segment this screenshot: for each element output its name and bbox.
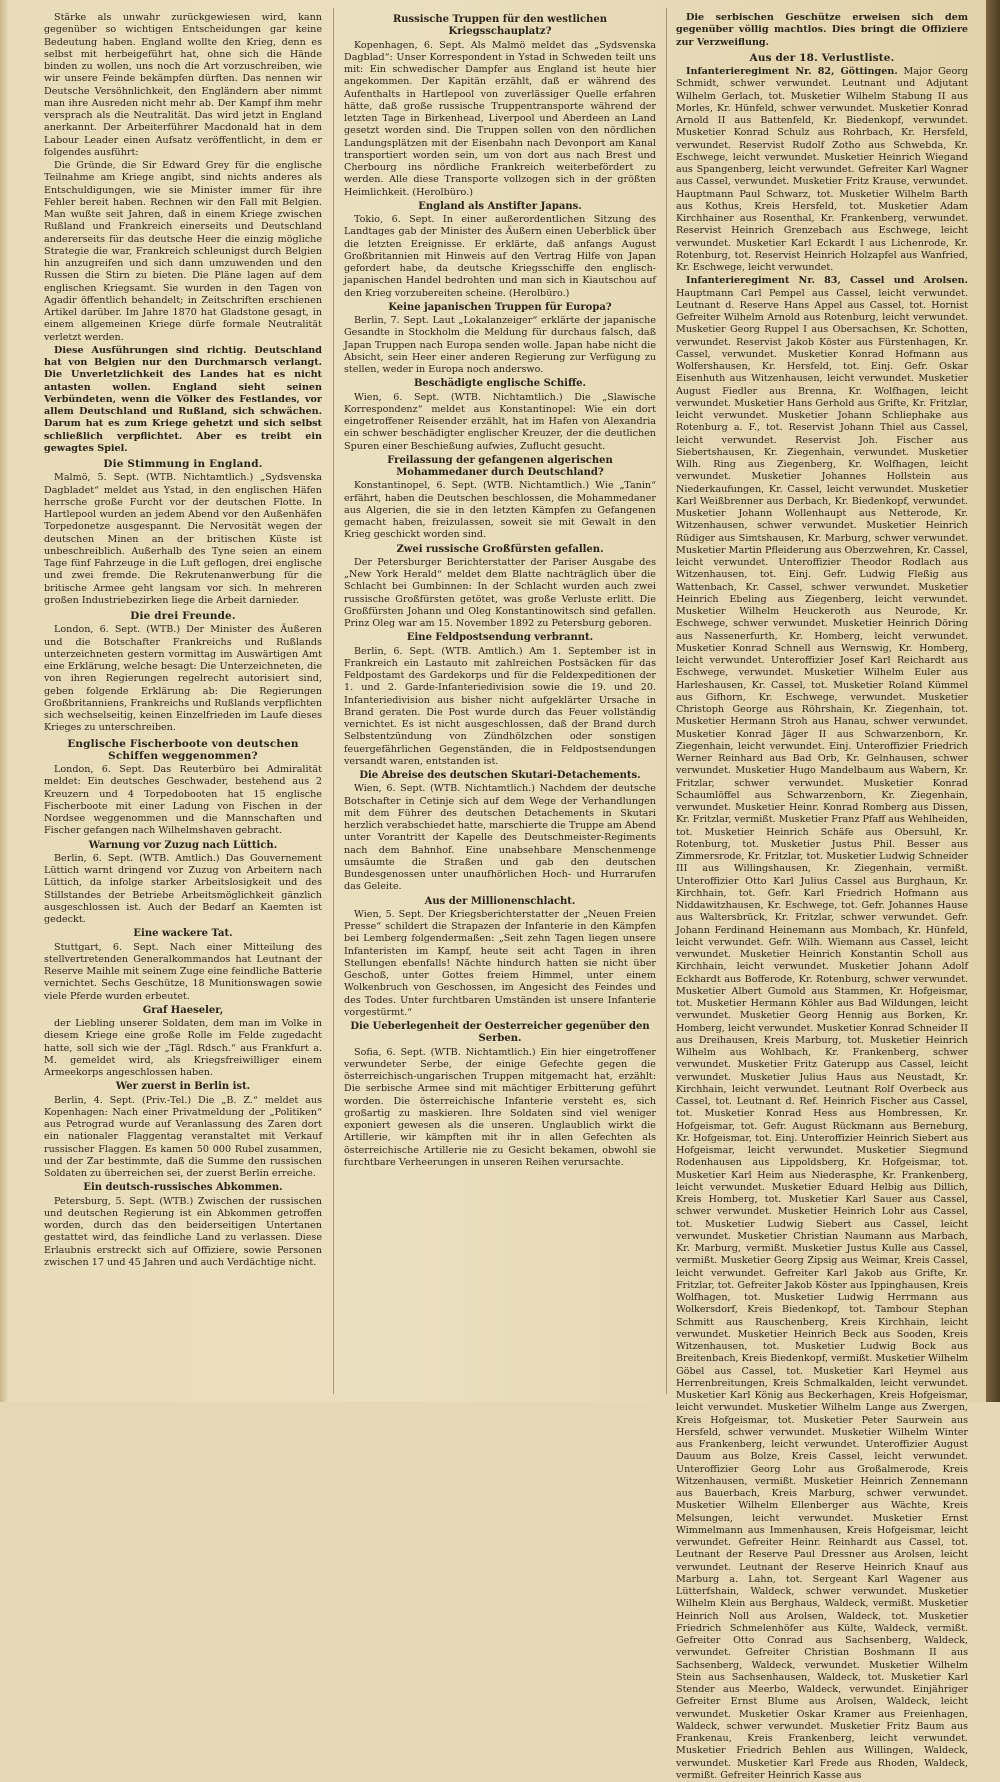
regiment-heading: Infanterieregiment Nr. 82, Göttingen. <box>686 66 898 77</box>
page-binding-edge <box>986 0 1000 1402</box>
headline: Eine wackere Tat. <box>133 928 233 940</box>
column-2 <box>344 12 656 1394</box>
headline: Wer zuerst in Berlin ist. <box>115 1081 251 1093</box>
article-text: der Liebling unserer Soldaten, dem man im Volke in diesem Kriege eine große Rolle im Felde zugedacht hatte, soll sich wie der „Tägl. Rdsch.“ aus Frankfurt a. M. gemeldet wird, als Kriegsfreiwilliger einem Armeekorps angeschlossen haben. <box>44 1018 322 1078</box>
article-text: London, 6. Sept. (WTB.) Der Minister des Äußeren und die Botschafter Frankreichs und Rußlands unterzeichneten gestern vormittag im Auswärtigen Amt eine Erklärung, welche besagt: Die Unterzeichneten, die von ihren Regierungen regelrecht autorisiert sind, geben folgende Erklärung ab: Die Regierungen Großbritanniens, Frankreichs und Rußlands verpflichten sich wechselseitig, keinen Einzelfrieden im Laufe dieses Krieges zu unterschreiben. <box>44 624 322 734</box>
headline: Aus der Millionenschlacht. <box>424 895 576 907</box>
headline: Ein deutsch-russisches Abkommen. <box>83 1182 283 1194</box>
headline: Freilassung der gefangenen algerischen Mohammedaner durch Deutschland? <box>387 454 613 478</box>
article-text: Tokio, 6. Sept. In einer außerordentlichen Sitzung des Landtages gab der Minister des Äußern einen Ueberblick über die letzten Ereignisse. Er erklärte, daß anfangs August Großbritannien mit Hinweis auf den Vertrag Hilfe von Japan gefordert habe, da deutsche Kriegsschiffe den englisch-japanischen Handel bedrohten und man sich in Kiautschou auf den Krieg vorzubereiten scheine. (Herolbüro.) <box>344 214 656 299</box>
headline: Keine japanischen Truppen für Europa? <box>388 301 612 313</box>
casualty-list <box>676 275 968 1782</box>
headline: Die Ueberlegenheit der Oesterreicher gegenüber den Serben. <box>350 1021 650 1045</box>
article-text: Berlin, 7. Sept. Laut „Lokalanzeiger“ erklärte der japanische Gesandte in Stockholm die Meldung für durchaus falsch, daß Japan Truppen nach Europa senden wolle. Japan habe nicht die Absicht, sein Heer einer anderen Regierung zur Verfügung zu stellen, weder in Europa noch anderswo. <box>344 315 656 375</box>
article-text: Konstantinopel, 6. Sept. (WTB. Nichtamtlich.) Wie „Tanin“ erfährt, haben die Deutschen beschlossen, die Mohammedaner aus Algerien, die sie in den letzten Kämpfen zu Gefangenen gemacht haben, freizulassen, soweit sie mit Gewalt in den Krieg geschickt worden sind. <box>344 480 656 541</box>
casualty-entries: Hauptmann Carl Pempel aus Cassel, leicht verwundet. Leutnant d. Reserve Hans Appel aus Cassel, tot. Hornist Gefreiter Wilhelm Arnold aus Rotenburg, leicht verwundet. Musketier Georg Ruppel I aus Obersachsen, Kr. Schotten, verwundet. Reservist Jakob Köster aus Fürstenhagen, Kr. Cassel, verwundet. Musketier Konrad Hofmann aus Wolfershausen, Kr. Hersfeld, tot. Einj. Gefr. Oskar Eisenhuth aus Witzenhausen, leicht verwundet. Musketier August Fiedler aus Brenna, Kr. Wolfhagen, leicht verwundet. Musketier Hans Gerhold aus Grifte, Kr. Fritzlar, leicht verwundet. Musketier Johann Schliephake aus Rotenburg a. F., tot. Reservist Johann Thiel aus Cassel, leicht verwundet. Reservist Joh. Fischer aus Siebertshausen, Kr. Ziegenhain, verwundet. Musketier Wilh. Ring aus Ziegenberg, Kr. Wolfhagen, leicht verwundet. Musketier Johannes Hollstein aus Niederkaufungen, Kr. Cassel, leicht verwundet. Musketier Karl Weißbrenner aus Derbach, Kr. Biedenkopf, verwundet. Musketier Johann Wollenhaupt aus Netterode, Kr. Witzenhausen, schwer verwundet. Musketier Heinrich Rüdiger aus Simtshausen, Kr. Marburg, schwer verwundet. Musketier Martin Pfleiderung aus Oberzwehren, Kr. Cassel, leicht verwundet. Unteroffizier Theodor Rodlach aus Witzenhausen, tot. Einj. Gefr. Ludwig Fleßig aus Wattenbach, Kr. Cassel, schwer verwundet. Musketier Heinrich Ebeling aus Ziegenberg, leicht verwundet. Musketier Wilhelm Heuckeroth aus Neurode, Kr. Eschwege, schwer verwundet. Musketier Heinrich Döring aus Nassenerfurth, Kr. Homberg, leicht verwundet. Musketier Konrad Schnell aus Wernswig, Kr. Homberg, leicht verwundet. Unteroffizier Josef Karl Reichardt aus Eschwege, verwundet. Musketier Wilhelm Euler aus Harleshausen, Kr. Cassel, tot. Musketier Roland Kümmel aus Gifhorn, Kr. Eschwege, verwundet. Musketier Christoph George aus Röhrshain, Kr. Ziegenhain, tot. Musketier Hermann Stroh aus Hanau, schwer verwundet. Musketier Konrad Jäger II aus Schwarzenborn, Kr. Ziegenhain, leicht verwundet. Einj. Unteroffizier Friedrich Werner Reinhard aus Bad Orb, Kr. Gelnhausen, schwer verwundet. Musketier Hugo Mandelbaum aus Wabern, Kr. Fritzlar, schwer verwundet. Musketier Konrad Schaumlöffel aus Schwarzenborn, Kr. Ziegenhain, verwundet. Musketier Heinr. Konrad Romberg aus Dissen, Kr. Fritzlar, vermißt. Musketier Franz Pfaff aus Wehlheiden, tot. Musketier Heinrich Schäfe aus Obersuhl, Kr. Rotenburg, tot. Musketier Justus Phil. Besser aus Zimmersrode, Kr. Fritzlar, tot. Musketier Ludwig Schneider III aus Willingshausen, Kr. Ziegenhain, vermißt. Unteroffizier Otto Karl Julius Cassel aus Burghaun, Kr. Kirchhain, tot. Gefr. Karl Friedrich Hofmann aus Niddawitzhausen, Kr. Eschwege, tot. Gefr. Johannes Hause aus Waltersbrück, Kr. Fritzlar, schwer verwundet. Gefr. Johann Ferdinand Heinemann aus Mombach, Kr. Hünfeld, leicht verwundet. Gefr. Wilh. Wiemann aus Cassel, leicht verwundet. Musketier Heinrich Konstantin Scholl aus Kirchhain, leicht verwundet. Musketier Johann Adolf Eckhardt aus Bofferode, Kr. Rotenburg, schwer verwundet. Musketier Albert Gumold aus Stammen, Kr. Hofgeismar, tot. Musketier Hermann Köhler aus Bad Wildungen, leicht verwundet. Musketier Georg Hennig aus Borken, Kr. Homberg, leicht verwundet. Musketier Konrad Schneider II aus Dreihausen, Kreis Marburg, tot. Musketier Heinrich Wilhelm aus Wohlbach, Kr. Frankenberg, schwer verwundet. Musketier Fritz Gaterupp aus Cassel, leicht verwundet. Musketier Julius Haus aus Neustadt, Kr. Kirchhain, leicht verwundet. Leutnant Rolf Overbeck aus Cassel, tot. Leutnant d. Ref. Heinrich Fischer aus Cassel, tot. Musketier Konrad Hess aus Hombressen, Kr. Hofgeismar, tot. Gefr. August Rückmann aus Berneburg, Kr. Hofgeismar, tot. Einj. Unteroffizier Heinrich Siebert aus Hofgeismar, leicht verwundet. Musketier Siegmund Rodenhausen aus Lippoldsberg, Kr. Hofgeismar, tot. Musketier Karl Heim aus Niederasphe, Kr. Frankenberg, leicht verwundet. Musketier Eduard Helbig aus Dillich, Kreis Homberg, tot. Musketier Karl Sauer aus Cassel, schwer verwundet. Musketier Heinrich Lohr aus Cassel, tot. Musketier Ludwig Siebert aus Cassel, leicht verwundet. Musketier Christian Naumann aus Marbach, Kr. Marburg, vermißt. Musketier Justus Kulle aus Cassel, vermißt. Musketier Georg Zipsig aus Weimar, Kreis Cassel, leicht verwundet. Gefreiter Karl Jakob aus Grifte, Kr. Fritzlar, tot. Gefreiter Jakob Köster aus Ippinghausen, Kreis Wolfhagen, tot. Musketier Ludwig Herrmann aus Wolkersdorf, Kreis Biedenkopf, tot. Tambour Stephan Schmitt aus Rauschenberg, Kreis Kirchhain, leicht verwundet. Musketier Heinrich Beck aus Sooden, Kreis Witzenhausen, tot. Musketier Ludwig Bock aus Breitenbach, Kreis Biedenkopf, vermißt. Musketier Wilhelm Göbel aus Cassel, tot. Musketier Karl Heymel aus Herrenbreitungen, Kreis Schmalkalden, leicht verwundet. Musketier Karl König aus Beckerhagen, Kreis Hofgeismar, leicht verwundet. Musketier Wilhelm Lange aus Zwergen, Kreis Hofgeismar, tot. Musketier Peter Saurwein aus Hersfeld, schwer verwundet. Musketier Wilhelm Winter aus Frankenberg, leicht verwundet. Unteroffizier August Dauum aus Bolze, Kreis Cassel, leicht verwundet. Unteroffizier Georg Lohr aus Großalmerode, Kreis Witzenhausen, vermißt. Musketier Heinrich Zennemann aus Bauerbach, Kreis Marburg, schwer verwundet. Musketier Wilhelm Ellenberger aus Wächte, Kreis Melsungen, leicht verwundet. Musketier Ernst Wimmelmann aus Immenhausen, Kreis Hofgeismar, leicht verwundet. Gefreiter Heinr. Reinhardt aus Cassel, tot. Leutnant der Reserve Paul Dressner aus Arolsen, leicht verwundet. Leutnant der Reserve Heinrich Knauf aus Marburg a. Lahn, tot. Sergeant Karl Wagener aus Lütterfshain, Waldeck, schwer verwundet. Musketier Wilhelm Klein aus Berghaus, Waldeck, vermißt. Musketier Heinrich Noll aus Arolsen, Waldeck, tot. Musketier Friedrich Schmelenhöfer aus Külte, Waldeck, vermißt. Gefreiter Otto Conrad aus Sachsenberg, Waldeck, verwundet. Gefreiter Christian Boshmann II aus Sachsenberg, Waldeck, verwundet. Musketier Wilhelm Stein aus Sachsenhausen, Waldeck, tot. Musketier Karl Stender aus Meerbo, Waldeck, verwundet. Einjähriger Gefreiter Ernst Blume aus Arolsen, Waldeck, leicht verwundet. Musketier Oskar Kramer aus Freienhagen, Waldeck, schwer verwundet. Musketier Fritz Baum aus Frankenau, Kreis Frankenberg, leicht verwundet. Musketier Friedrich Behlen aus Willingen, Waldeck, verwundet. Musketier Karl Frede aus Rhoden, Waldeck, vermißt. Gefreiter Heinrich Kasse aus <box>676 287 968 1781</box>
column-rule <box>333 8 334 1394</box>
headline: Die drei Freunde. <box>130 610 236 622</box>
page-left-edge <box>0 0 8 1402</box>
headline: Englische Fischerboote von deutschen Schiffen weggenommen? <box>67 737 299 762</box>
article-text: Wien, 5. Sept. Der Kriegsberichterstatter der „Neuen Freien Presse“ schildert die Strapazen der Infanterie in den Kämpfen bei Lemberg folgendermaßen: „Seit zehn Tagen liegen unsere Infanteristen im Kampf, heute seit acht Tagen in ihren Stellungen ebenfalls! Nächte hindurch hatten sie nicht über Geschoß, unter Gottes freiem Himmel, unter einem Wolkenbruch von Geschossen, im Angesicht des Feindes und des Todes. Unter furchtbaren Umständen ist unsere Infanterie vorgestürmt.“ <box>344 908 656 1018</box>
article-text: Der Petersburger Berichterstatter der Pariser Ausgabe des „New York Herald“ meldet dem Blatte nachträglich über die Schlacht bei Gumbinnen: In der Schlacht wurden auch zwei russische Großfürsten getötet, was große Verluste erlitt. Die Großfürsten Johann und Oleg Konstantinowitsch sind gefallen. Prinz Oleg war am 15. November 1892 zu Petersburg geboren. <box>344 556 656 629</box>
article-text: Wien, 6. Sept. (WTB. Nichtamtlich.) Die „Slawische Korrespondenz“ meldet aus Konstantinopel: Wie ein dort eingetroffener Reisender erzählt, hat im Hafen von Alexandria ein schwer beschädigter englischer Kreuzer, der die deutlichen Spuren einer Beschießung aufwies, Zuflucht gesucht. <box>344 391 656 452</box>
headline: Die Stimmung in England. <box>103 458 263 470</box>
article-text: London, 6. Sept. Das Reuterbüro bei Admiralität meldet: Ein deutsches Geschwader, bestehend aus 2 Kreuzern und 4 Torpedobooten hat 15 englische Fischerboote mit einer Ladung von Fischen in der Nordsee weggenommen und die Mannschaften und Fischer gefangen nach Wilhelmshaven gebracht. <box>44 764 322 837</box>
article-text: Berlin, 4. Sept. (Priv.-Tel.) Die „B. Z.“ meldet aus Kopenhagen: Nach einer Privatmeldung der „Politiken“ aus Petrograd wurde auf Veranlassung des Zaren dort ein nationaler Flaggentag veranstaltet mit Verkauf russischer Flaggen. Es kamen 50 000 Rubel zusammen, und der Zar bestimmte, daß die Summe den russischen Soldaten zu überreichen sei, der zuerst Berlin erreiche. <box>44 1094 322 1179</box>
article-text: Wien, 6. Sept. (WTB. Nichtamtlich.) Nachdem der deutsche Botschafter in Cetinje sich auf dem Wege der Verhandlungen mit dem Führer des deutschen Detachements in Skutari herzlich verabschiedet hatte, marschierte die Truppe am Abend unter Vorantritt der Kapelle des Deutschmeister-Regiments nach dem Bahnhof. Eine unabsehbare Menschenmenge umsäumte die Straßen und gab den deutschen Bundesgenossen unter unaufhörlichen Hoch- und Hurrarufen das Geleite. <box>344 783 656 893</box>
column-3 <box>676 12 968 1781</box>
headline: England als Anstifter Japans. <box>418 200 582 212</box>
article-text: Malmö, 5. Sept. (WTB. Nichtamtlich.) „Sydsvenska Dagbladet“ meldet aus Ystad, in den englischen Häfen herrsche große Furcht vor der deutschen Flotte. In Hartlepool wurden an jedem Abend vor den Außenhäfen Torpedonetze ausgespannt. Die Nervosität wegen der deutschen Minen an der britischen Küste ist unbeschreiblich. Außerhalb des Tyne seien an einem Tage fünf Fahrzeuge in die Luft geflogen, drei englische und zwei fremde. Die Rekrutenanwerbung für die britische Armee geht langsam vor sich. In mehreren großen Industriebezirken liege die Arbeit darnieder. <box>44 472 322 606</box>
casualty-entries: Major Georg Schmidt, schwer verwundet. Leutnant und Adjutant Wilhelm Gerlach, tot. Musketier Wilhelm Stabung II aus Morles, Kr. Hünfeld, schwer verwundet. Musketier Konrad Arnold II aus Battenfeld, Kr. Biedenkopf, verwundet. Musketier Konrad Schulz aus Rohrbach, Kr. Hersfeld, verwundet. Reservist Rudolf Zotho aus Schwebda, Kr. Eschwege, leicht verwundet. Musketier Heinrich Wiegand aus Spangenberg, leicht verwundet. Gefreiter Karl Wagner aus Cassel, verwundet. Musketier Fritz Krause, verwundet. Hauptmann Paul Schwarz, tot. Musketier Wilhelm Barth aus Kothus, Kreis Hersfeld, tot. Musketier Adam Kirchhainer aus Rosenthal, Kr. Frankenberg, verwundet. Reservist Heinrich Grenzebach aus Eschwege, leicht verwundet. Musketier Karl Eckardt I aus Lichenrode, Kr. Rotenburg, tot. Reservist Heinrich Holzapfel aus Wanfried, Kr. Eschwege, leicht verwundet. <box>676 66 968 273</box>
article-text: Berlin, 6. Sept. (WTB. Amtlich.) Das Gouvernement Lüttich warnt dringend vor Zuzug von Arbeitern nach Lüttich, da infolge starker Arbeitslosigkeit und des Stillstandes der Betriebe Arbeitsmöglichkeit gänzlich ausgeschlossen ist. Auch der Bedarf an Kaemten ist gedeckt. <box>44 852 322 925</box>
column-1 <box>44 12 322 1394</box>
article-text: Berlin, 6. Sept. (WTB. Amtlich.) Am 1. September ist in Frankreich ein Lastauto mit zahlreichen Postsäcken für das Feldpostamt des Gardekorps und für die Feldexpeditionen der 1. und 2. Garde-Infanteriedivision sowie die 19. und 20. Infanteriedivision aus bisher nicht aufgeklärter Ursache in Brand geraten. Die Post wurde durch das Feuer vollständig vernichtet. Es ist nicht ausgeschlossen, daß der Brand durch Selbstentzündung von Zündhölzchen oder sonstigen feuergefährlichen Gegenständen, die in Feldpostsendungen versandt waren, entstanden ist. <box>344 645 656 767</box>
article-text: Stärke als unwahr zurückgewiesen wird, kann gegenüber so wichtigen Entscheidungen gar keine Bedeutung haben. England wollte den Krieg, denn es selbst mit herbeigeführt hat, ohne sich die Hände binden zu wollen, uns noch die Art vorzuschreiben, wie wir unsere Feinde bekämpfen dürften. Das nennen wir Deutsche Versöhnlichkeit, den Engländern aber nimmt man ihre Ausreden nicht mehr ab. Der Kampf ihm mehr versprach als die Neutralität. Das wird jetzt in England anerkannt. Der Arbeiterführer Macdonald hat in dem Labour Leader einen Aufsatz veröffentlicht, in dem er folgendes ausführt: <box>44 12 322 158</box>
article-text: Kopenhagen, 6. Sept. Als Malmö meldet das „Sydsvenska Dagblad“: Unser Korrespondent in Ystad in Schweden teilt uns mit: Ein schwedischer Dampfer aus England ist heute hier angekommen. Der Kapitän erzählt, daß er während des Aufenthalts in Hartlepool von zuverlässiger Quelle erfahren hätte, daß große russische Truppentransporte während der letzten Tage in Birkenhead, Liverpool und Aberdeen an Land gesetzt worden sind. Die Truppen sollen von den nördlichen Landungsplätzen mit der Eisenbahn nach Devonport am Kanal transportiert worden sein, um von dort aus nach Brest und Cherbourg ins nördliche Frankreich weiterbefördert zu werden. Alle diese Transporte vollzogen sich in der größten Heimlichkeit. (Herolbüro.) <box>344 39 656 198</box>
column-rule <box>666 8 667 1394</box>
headline: Zwei russische Großfürsten gefallen. <box>396 543 604 555</box>
headline: Warnung vor Zuzug nach Lüttich. <box>88 839 278 851</box>
article-text: Die serbischen Geschütze erweisen sich dem gegenüber völlig machtlos. Dies bringt die Offiziere zur Verzweiflung. <box>676 12 968 48</box>
headline: Aus der 18. Verlustliste. <box>749 51 895 64</box>
headline: Russische Truppen für den westlichen Kriegsschauplatz? <box>392 14 608 38</box>
headline: Beschädigte englische Schiffe. <box>413 378 587 390</box>
article-text: Petersburg, 5. Sept. (WTB.) Zwischen der russischen und deutschen Regierung ist ein Abkommen getroffen worden, durch das den beiderseitigen Untertanen gestattet wird, das feindliche Land zu verlassen. Diese Erlaubnis erstreckt sich auf Offiziere, sowie Personen zwischen 17 und 45 Jahren und auch Verdächtige nicht. <box>44 1195 322 1268</box>
article-text: Diese Ausführungen sind richtig. Deutschland hat von Belgien nur den Durchmarsch verlangt. Die Unverletzlichkeit des Landes hat es nicht antasten wollen. England sieht seinen Verbündeten, wenn die Völker des Festlandes, vor allem Deutschland und Rußland, sich schwächen. Darum hat es zum Kriege gehetzt und sich selbst schließlich verpflichtet. Aber es treibt ein gewagtes Spiel. <box>44 344 322 454</box>
headline: Graf Haeseler, <box>142 1004 224 1016</box>
regiment-heading: Infanterieregiment Nr. 83, Cassel und Arolsen. <box>686 275 968 287</box>
article-text: Sofia, 6. Sept. (WTB. Nichtamtlich.) Ein hier eingetroffener verwundeter Serbe, der einige Gefechte gegen die österreichisch-ungarischen Truppen mitgemacht hat, erzählt: Die serbische Armee sind mit mächtiger Erbitterung geführt worden. Die österreichische Infanterie versteht es, sich großartig zu maskieren. Ihre Soldaten sind viel weniger exponiert gewesen als die unseren. Unglaublich wirkt die Artillerie, wir kämpften mit ihr in allen Gefechten als österreichische Artillerie nie zu Gesicht bekamen, obwohl sie furchtbare Verheerungen in unseren Reihen verursachte. <box>344 1046 656 1168</box>
article-text: Die Gründe, die Sir Edward Grey für die englische Teilnahme am Kriege angibt, sind nichts anderes als Entschuldigungen, wie sie Minister immer für ihre Fehler bereit haben. Rechnen wir den Fall mit Belgien. Man wußte seit Jahren, daß in einem Kriege zwischen Rußland und Frankreich einerseits und Deutschland andererseits für das deutsche Heer die einzig mögliche Strategie die war, Frankreich schleunigst durch Belgien hin anzugreifen und sich dann umzuwenden und den Russen die Stirn zu bieten. Die Pläne lagen auf dem englischen Kriegsamt. Sie wurden in den Tagen von Agadir öffentlich behandelt; in Zeitschriften erschienen Artikel darüber. Im Jahre 1870 hat Gladstone gesagt, in einem allgemeinen Kriege dürfe formale Neutralität verletzt werden. <box>44 160 322 343</box>
headline: Die Abreise des deutschen Skutari-Detachements. <box>359 770 641 781</box>
casualty-list <box>676 66 968 274</box>
article-text: Stuttgart, 6. Sept. Nach einer Mitteilung des stellvertretenden Generalkommandos hat Leutnant der Reserve Maihle mit seinem Zuge eine feindliche Batterie vernichtet. Sechs Geschütze, 18 Munitionswagen sowie viele Pferde wurden erbeutet. <box>44 941 322 1002</box>
headline: Eine Feldpostsendung verbrannt. <box>406 632 594 644</box>
